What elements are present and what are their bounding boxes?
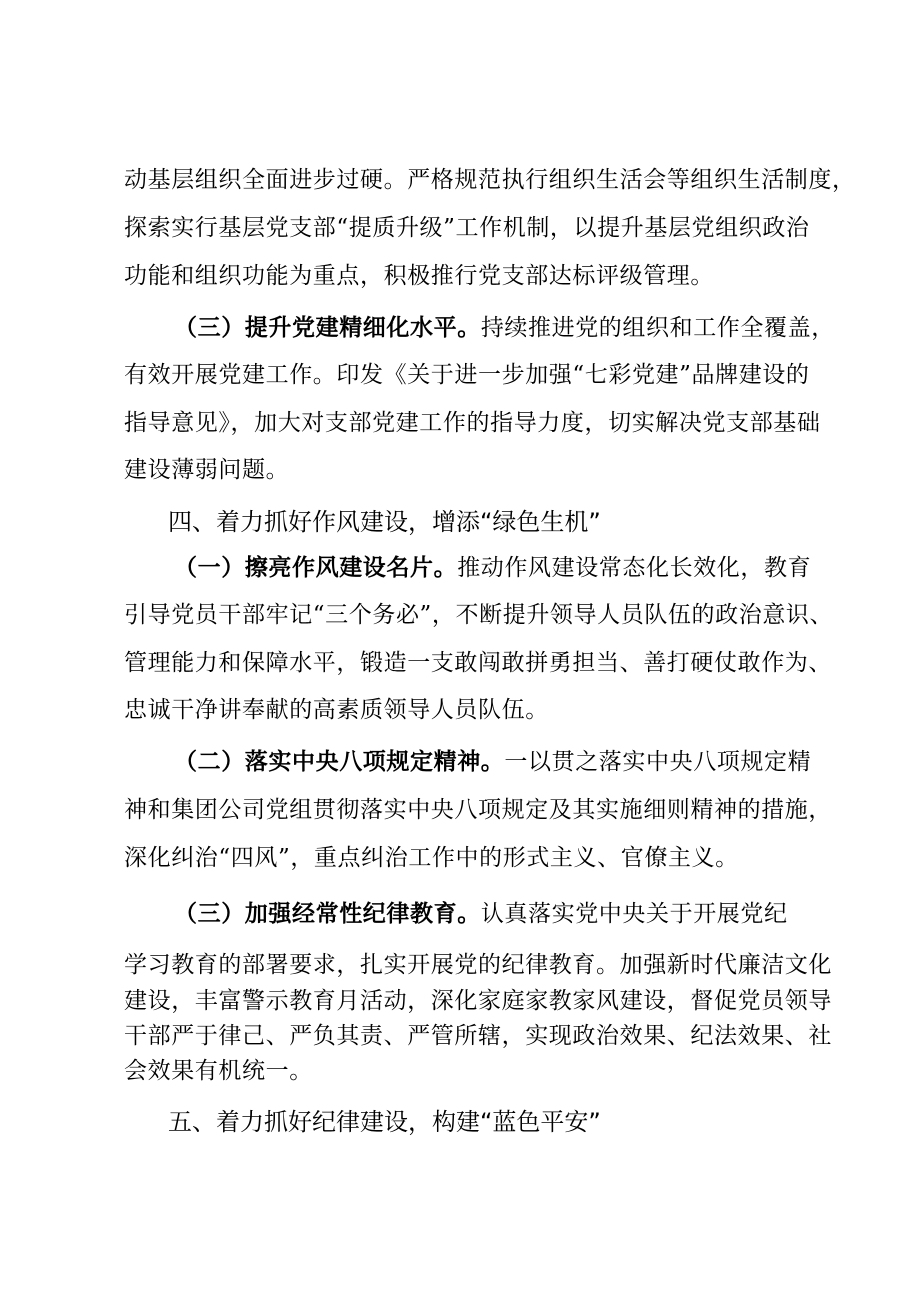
paragraph-first-line	[174, 898, 794, 930]
paragraph-line: 探索实行基层党支部“提质升级”工作机制，以提升基层党组织政治	[124, 215, 810, 241]
paragraph-line: 学习教育的部署要求，扎实开展党的纪律教育。加强新时代廉洁文化	[124, 952, 832, 978]
paragraph-text: 认真落实党中央关于开展党纪	[480, 901, 788, 927]
subsection-title: （二）落实中央八项规定精神。	[174, 749, 505, 775]
paragraph-line: 有效开展党建工作。印发《关于进一步加强“七彩党建”品牌建设的	[124, 362, 810, 388]
paragraph-line: 会效果有机统一。	[124, 1058, 313, 1084]
paragraph-line: 指导意见》，加大对支部党建工作的指导力度，切实解决党支部基础	[124, 410, 821, 436]
subsection-title: （一）擦亮作风建设名片。	[174, 555, 458, 581]
section-heading: 四、着力抓好作风建设，增添“绿色生机”	[168, 508, 601, 536]
paragraph-line: 建设，丰富警示教育月活动，深化家庭家教家风建设，督促党员领导	[124, 988, 832, 1014]
paragraph-line: 神和集团公司党组贯彻落实中央八项规定及其实施细则精神的措施，	[124, 797, 832, 823]
paragraph-line: 忠诚干净讲奉献的高素质领导人员队伍。	[124, 697, 549, 723]
paragraph-line: 动基层组织全面进步过硬。严格规范执行组织生活会等组织生活制度，	[124, 167, 856, 193]
paragraph-text: 一以贯之落实中央八项规定精	[504, 749, 812, 775]
paragraph-line: 功能和组织功能为重点，积极推行党支部达标评级管理。	[124, 263, 714, 289]
paragraph-first-line	[174, 312, 835, 344]
paragraph-line: 建设薄弱问题。	[124, 457, 290, 483]
section-heading: 五、着力抓好纪律建设，构建“蓝色平安”	[168, 1108, 601, 1136]
paragraph-line: 深化纠治“四风”，重点纠治工作中的形式主义、官僚主义。	[124, 845, 739, 871]
paragraph-text: 持续推进党的组织和工作全覆盖，	[480, 315, 835, 341]
paragraph-line: 干部严于律己、严负其责、严管所辖，实现政治效果、纪法效果、社	[124, 1023, 832, 1049]
paragraph-line: 引导党员干部牢记“三个务必”，不断提升领导人员队伍的政治意识、	[124, 602, 834, 628]
paragraph-line: 管理能力和保障水平，锻造一支敢闯敢拼勇担当、善打硬仗敢作为、	[124, 650, 832, 676]
subsection-title: （三）加强经常性纪律教育。	[174, 901, 481, 927]
paragraph-first-line	[174, 552, 812, 584]
subsection-title: （三）提升党建精细化水平。	[174, 315, 481, 341]
paragraph-first-line	[174, 746, 812, 778]
paragraph-text: 推动作风建设常态化长效化，教育	[457, 555, 812, 581]
